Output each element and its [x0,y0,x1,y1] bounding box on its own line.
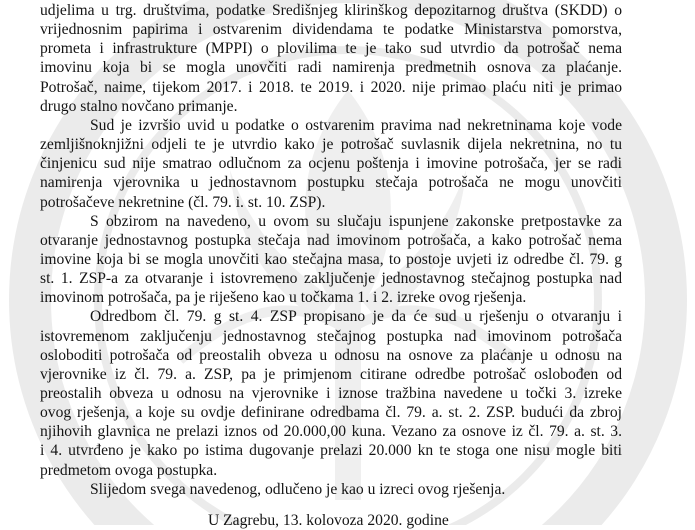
paragraph-line: istovremenom zaključenju jednostavnog stečajnog postupka nad imovinom potrošača [40,327,622,345]
paragraph-line: otvaranje jednostavnog postupka stečaja nad imovinom potrošača, a kako potrošač nema [40,231,622,249]
paragraph-line: potrošačeve nekretnine (čl. 79. i. st. 10. ZSP). [40,193,326,211]
paragraph-first-line: S obzirom na navedeno, u ovom su slučaju ispunjene zakonske pretpostavke za [90,212,622,230]
paragraph-line: predmetom ovoga postupka. [40,461,218,479]
paragraph-line: Potrošač, naime, tijekom 2017. i 2018. te 2019. i 2020. nije primao plaću niti je primao [40,78,622,96]
paragraph-line: i 4. utvrđeno je kako po istima dugovanje prelazi 20.000 kn te stoga one nisu mogle biti [40,442,622,460]
paragraph-line: vjerovnike iz čl. 79. a. ZSP, pa je primjenom citirane odredbe potrošač oslobođen od [40,365,622,383]
paragraph-line: prometa i infrastrukture (MPPI) o plovilima te je tako sud utvrdio da potrošač nema [40,40,622,58]
paragraph-line: st. 1. ZSP-a za otvaranje i istovremeno zaključenje jednostavnog stečajnog postupka nad [40,270,622,288]
paragraph-line: drugo stalno novčano primanje. [40,97,238,115]
paragraph-line: njihovih glavnica ne prelazi iznos od 20.000,00 kuna. Vezano za osnove iz čl. 79. a. st. 3. [40,423,622,441]
paragraph-line: osloboditi potrošača od preostalih obveza u odnosu na osnove za plaćanje u odnosu na [40,346,622,364]
paragraph-line: imovine koja bi se mogla unovčiti kao stečajna masa, to postoje uvjeti iz odredbe čl. 79. g [40,250,622,268]
paragraph-line: činjenicu sud nije smatrao odlučnom za ocjenu poštenja i imovine potrošača, jer se radi [40,155,622,173]
paragraph-line: udjelima u trg. društvima, podatke Središnjeg klirinškog depozitarnog društva (SKDD) o [40,2,622,19]
paragraph-line: zemljišnoknjižni odjeli te je utvrdio kako je potrošač suvlasnik dijela nekretnina, no tu [40,136,622,154]
paragraph-line: vrijednosnim papirima i ostvarenim dividendama te podatke Ministarstva pomorstva, [40,21,622,39]
date-line: U Zagrebu, 13. kolovoza 2020. godine [208,511,449,529]
paragraph-line: preostalih obveza u odnosu na vjerovnike i iznose tražbina navedene u točki 3. izreke [40,385,622,402]
paragraph-line: imovinom potrošača, pa je riješeno kao u točkama 1. i 2. izreke ovog rješenja. [40,289,527,307]
conclusion-line: Slijedom svega navedenog, odlučeno je kao u izreci ovog rješenja. [90,480,506,498]
paragraph-first-line: Sud je izvršio uvid u podatke o ostvarenim pravima nad nekretninama koje vode [90,116,622,134]
paragraph-line: ovog rješenja, a koje su ovdje definirane odredbama čl. 79. a. st. 2. ZSP. budući da zbroj [40,404,622,422]
paragraph-line: namirenja vjerovnika u jednostavnom postupku stečaja potrošača ne mogu unovčiti [40,174,622,192]
paragraph-line: imovinu koja bi se mogla unovčiti radi namirenja predmetnih osnova za plaćanje. [40,59,622,77]
paragraph-first-line: Odredbom čl. 79. g st. 4. ZSP propisano je da će sud u rješenju o otvaranju i [90,308,622,326]
